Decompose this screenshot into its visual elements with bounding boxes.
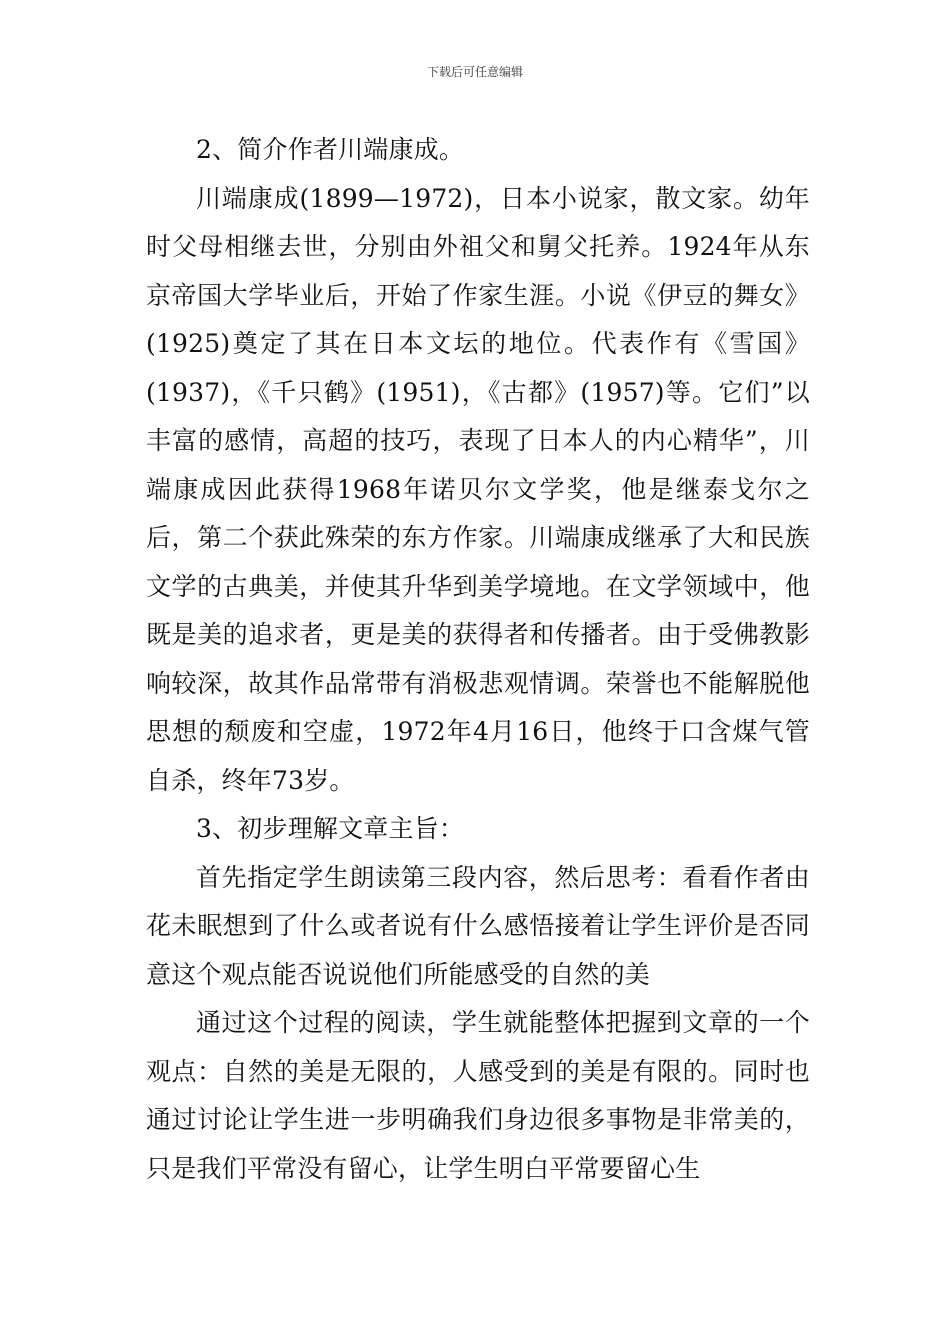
paragraph-reading-task: 首先指定学生朗读第三段内容，然后思考：看看作者由花未眠想到了什么或者说有什么感悟接着让学生评价是否同意这个观点能否说说他们所能感受的自然的美	[146, 862, 810, 989]
document-body	[146, 126, 810, 1193]
paragraph-reading-outcome: 通过这个过程的阅读，学生就能整体把握到文章的一个观点：自然的美是无限的，人感受到的美是有限的。同时也通过讨论让学生进一步明确我们身边很多事物是非常美的，只是我们平常没有留心，让学生明白平常要留心生	[146, 1008, 810, 1183]
paragraph-section-3-heading: 3、初步理解文章主旨：	[196, 814, 465, 843]
paragraph-author-bio: 川端康成(1899—1972)，日本小说家，散文家。幼年时父母相继去世，分别由外祖父和舅父托养。1924年从东京帝国大学毕业后，开始了作家生涯。小说《伊豆的舞女》(1925)奠定了其在日本文坛的地位。代表作有《雪国》(1937)，《千只鹤》(1951)，《古都》(1957)等。它们”以丰富的感情，高超的技巧，表现了日本人的内心精华”，川端康成因此获得1968年诺贝尔文学奖，他是继泰戈尔之后，第二个获此殊荣的东方作家。川端康成继承了大和民族文学的古典美，并使其升华到美学境地。在文学领域中，他既是美的追求者，更是美的获得者和传播者。由于受佛教影响较深，故其作品常带有消极悲观情调。荣誉也不能解脱他思想的颓废和空虚，1972年4月16日，他终于口含煤气管自杀，终年73岁。	[146, 183, 810, 795]
page-header: 下载后可任意编辑	[426, 65, 523, 79]
paragraph-section-2-heading: 2、简介作者川端康成。	[196, 135, 465, 164]
